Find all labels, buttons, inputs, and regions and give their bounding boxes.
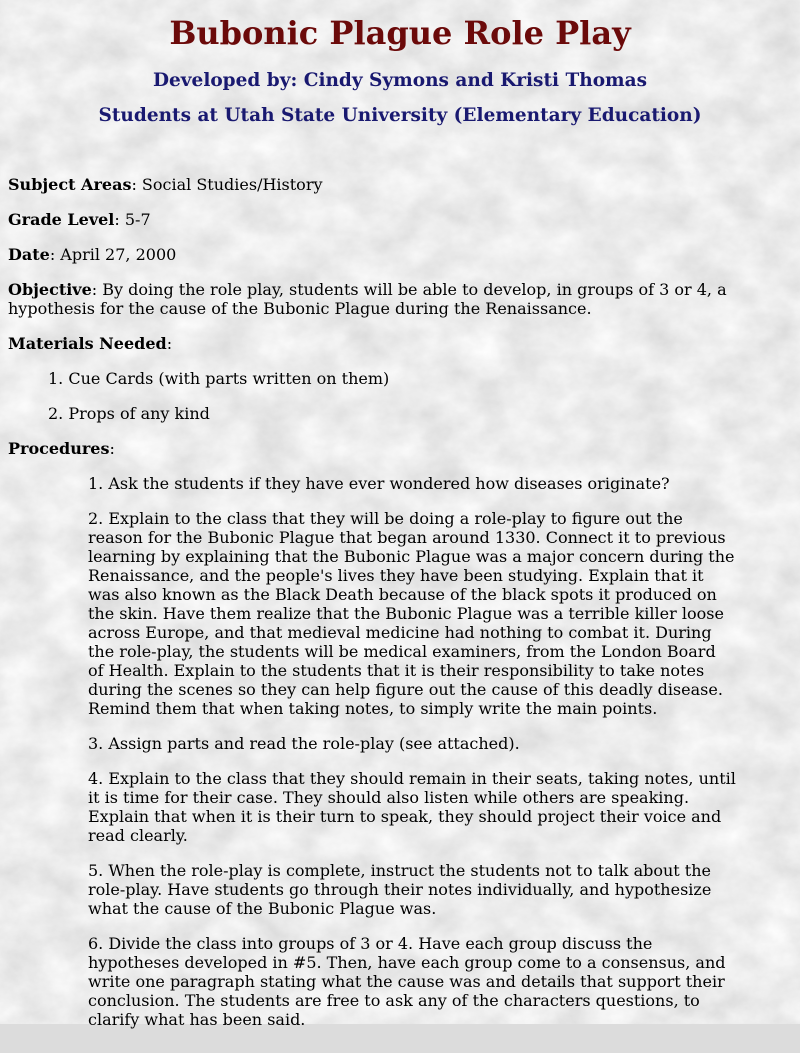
procedure-step-2: 2. Explain to the class that they will be doing a role-play to figure out the reason for the Bubonic Plague that began around 1330. Connect it to previous learning by explaining that the Bubonic Plague was a major concern during the Renaissance, and the people's lives they have been studying. Explain that it was also known as the Black Death because of the black spots it produced on the skin. Have them realize that the Bubonic Plague was a terrible killer loose across Europe, and that medieval medicine had nothing to combat it. During the role-play, the students will be medical examiners, from the London Board of Health. Explain to the students that it is their responsibility to take notes during the scenes so they can help figure out the cause of this deadly disease. Remind them that when taking notes, to simply write the main points. <box>88 509 735 718</box>
materials-item-2: 2. Props of any kind <box>48 404 210 423</box>
procedures-heading-colon: : <box>109 439 115 458</box>
page-title: Bubonic Plague Role Play <box>169 14 631 52</box>
meta-objective-label: Objective <box>8 280 92 299</box>
materials-item-1: 1. Cue Cards (with parts written on them) <box>48 369 390 388</box>
meta-date <box>8 245 792 264</box>
meta-date-value: : April 27, 2000 <box>49 245 177 264</box>
meta-grade-level-label: Grade Level <box>8 210 115 229</box>
byline-authors: Developed by: Cindy Symons and Kristi Thomas <box>152 70 648 91</box>
meta-date-label: Date <box>8 245 50 264</box>
procedure-step-5: 5. When the role-play is complete, instruct the students not to talk about the role-play. Have students go through their notes individually, and hypothesize what the cause of the Bubonic Plague was. <box>88 861 712 918</box>
procedure-step-6: 6. Divide the class into groups of 3 or 4. Have each group discuss the hypotheses developed in #5. Then, have each group come to a consensus, and write one paragraph stating what the cause was and details that support their conclusion. The students are free to ask any of the characters questions, to clarify what has been said. <box>88 934 726 1029</box>
procedures-heading-label: Procedures <box>8 439 110 458</box>
procedure-step-1: 1. Ask the students if they have ever wondered how diseases originate? <box>88 474 670 493</box>
meta-subject-areas <box>8 175 792 194</box>
materials-list <box>48 369 776 423</box>
procedure-step-4: 4. Explain to the class that they should remain in their seats, taking notes, until it is time for their case. They should also listen while others are speaking. Explain that when it is their turn to speak, they should project their voice and read clearly. <box>88 769 736 845</box>
procedures-heading <box>8 439 792 458</box>
procedure-step-3: 3. Assign parts and read the role-play (see attached). <box>88 734 520 753</box>
meta-objective <box>8 280 792 318</box>
meta-subject-areas-label: Subject Areas <box>8 175 132 194</box>
procedures-list <box>88 474 736 1029</box>
materials-heading-colon: : <box>166 334 173 353</box>
lesson-meta <box>8 175 792 318</box>
materials-heading-label: Materials Needed <box>8 334 167 353</box>
byline-affiliation: Students at Utah State University (Elementary Education) <box>98 105 702 126</box>
meta-grade-level-value: : 5-7 <box>114 210 151 229</box>
meta-objective-value: : By doing the role play, students will be able to develop, in groups of 3 or 4, a hypothesis for the cause of the Bubonic Plague during the Renaissance. <box>8 280 727 318</box>
meta-grade-level <box>8 210 792 229</box>
materials-heading <box>8 334 792 353</box>
meta-subject-areas-value: : Social Studies/History <box>131 175 323 194</box>
